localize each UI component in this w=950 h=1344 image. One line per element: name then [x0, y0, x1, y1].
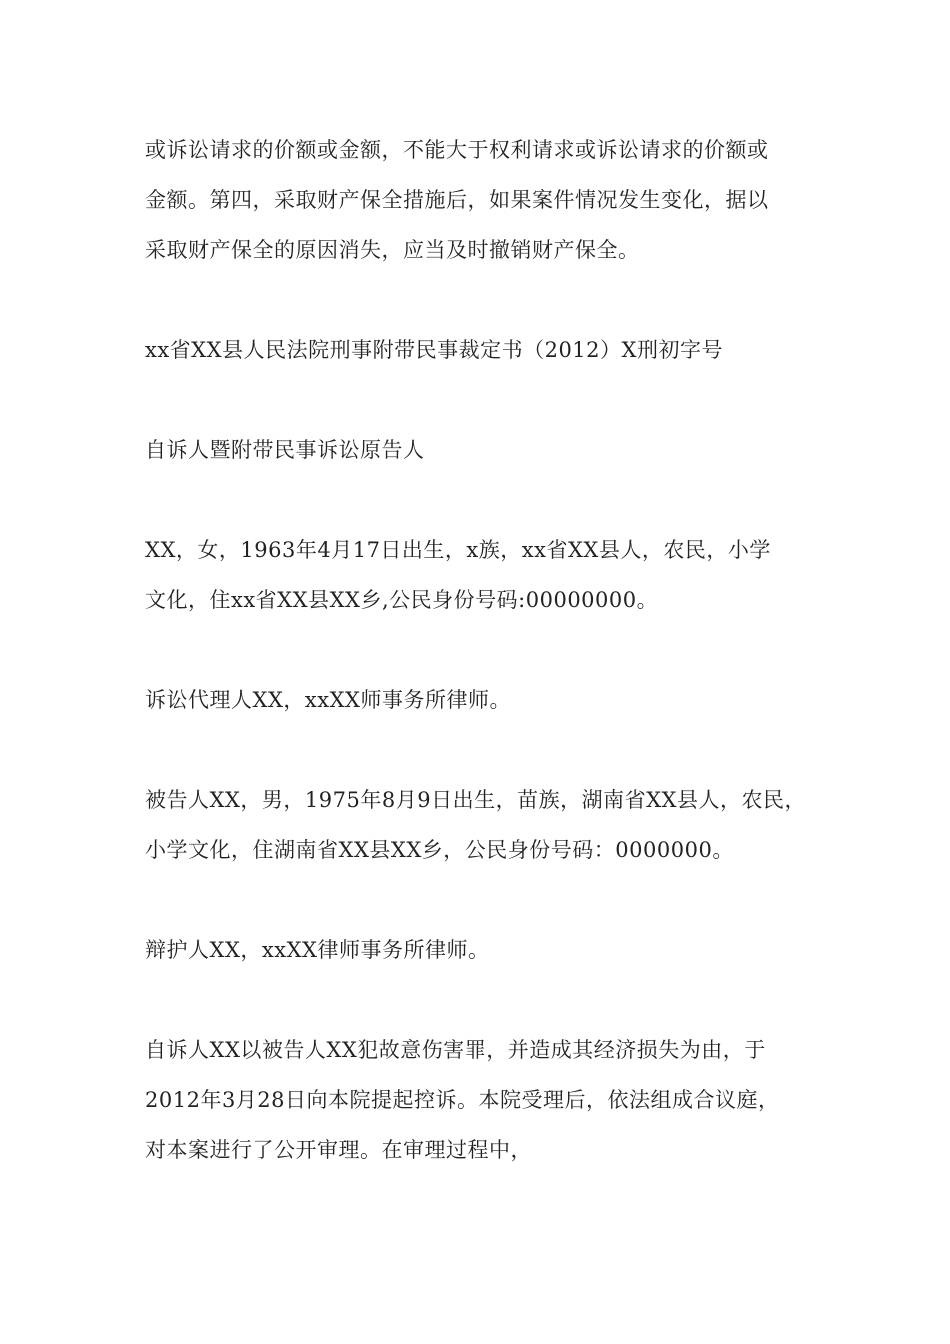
litigation-agent: [145, 675, 835, 725]
defense-counsel: [145, 925, 835, 975]
text-line: 2012年3月28日向本院提起控诉。本院受理后，依法组成合议庭，: [145, 1088, 780, 1112]
text-line: 自诉人暨附带民事诉讼原告人: [145, 438, 425, 462]
case-procedure: [145, 1025, 835, 1175]
text-line: 对本案进行了公开审理。在审理过程中，: [145, 1138, 532, 1162]
plaintiff-details: [145, 525, 835, 625]
text-line: 金额。第四，采取财产保全措施后，如果案件情况发生变化，据以: [145, 188, 769, 212]
defendant-details: [145, 775, 835, 875]
plaintiff-heading: [145, 425, 835, 475]
text-line: XX，女，1963年4月17日出生，x族，xx省XX县人，农民，小学: [145, 538, 771, 562]
text-line: 采取财产保全的原因消失，应当及时撤销财产保全。: [145, 238, 640, 262]
paragraph-property-preservation: [145, 125, 835, 275]
text-line: 小学文化，住湖南省XX县XX乡，公民身份号码：0000000。: [145, 838, 734, 862]
text-line: 自诉人XX以被告人XX犯故意伤害罪，并造成其经济损失为由，于: [145, 1038, 766, 1062]
text-line: 辩护人XX，xxXX律师事务所律师。: [145, 938, 490, 962]
text-line: xx省XX县人民法院刑事附带民事裁定书（2012）X刑初字号: [145, 338, 723, 362]
text-line: 被告人XX，男，1975年8月9日出生，苗族，湖南省XX县人，农民，: [145, 788, 806, 812]
text-line: 文化，住xx省XX县XX乡,公民身份号码:00000000。: [145, 588, 659, 612]
ruling-title: [145, 325, 835, 375]
text-line: 或诉讼请求的价额或金额，不能大于权利请求或诉讼请求的价额或: [145, 138, 769, 162]
text-line: 诉讼代理人XX，xxXX师事务所律师。: [145, 688, 511, 712]
